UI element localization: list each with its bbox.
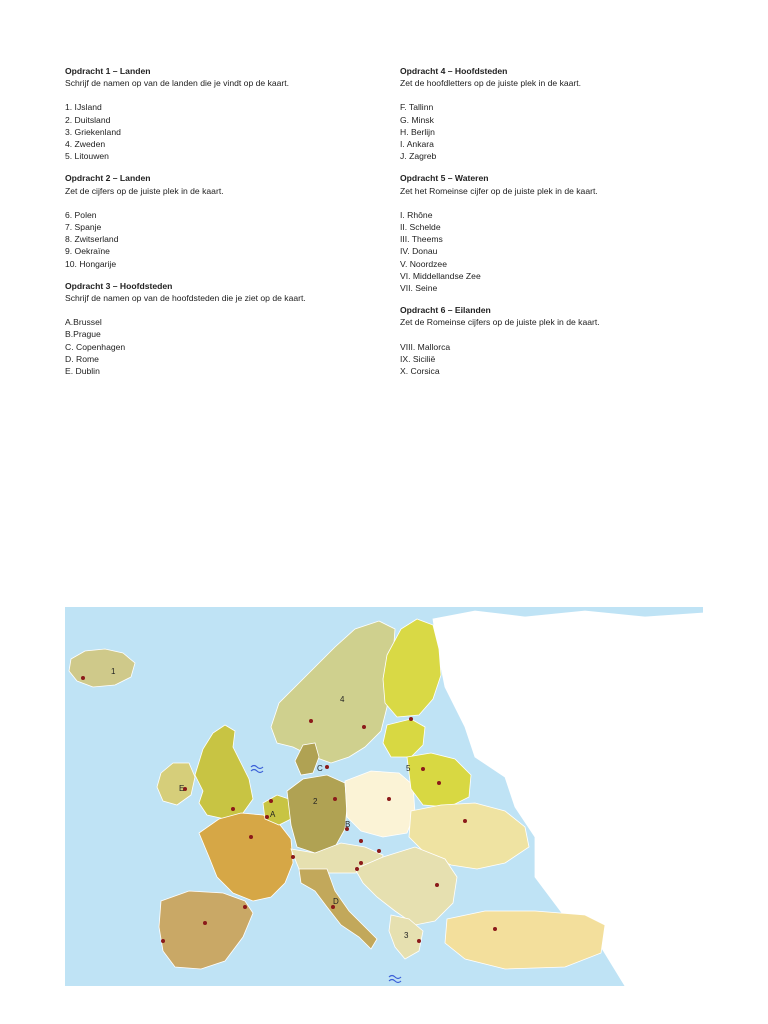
list-item: 9. Oekraïne [65,246,110,257]
list-item: 7. Spanje [65,222,102,233]
list-item: 1. IJsland [65,102,102,113]
assignment-5 [400,172,700,294]
capital-dot [355,867,359,871]
assignment-2-instruction: Zet de cijfers op de juiste plek in de kaart. [65,185,224,196]
assignment-6-title: Opdracht 6 – Eilanden [400,305,491,316]
assignment-4-list [400,101,700,162]
map-label-c: C [317,764,323,773]
list-item: II. Schelde [400,222,441,233]
capital-dot [493,927,497,931]
assignment-5-title: Opdracht 5 – Wateren [400,173,489,184]
capital-dot [203,921,207,925]
capital-dot [249,835,253,839]
assignment-4-title: Opdracht 4 – Hoofdsteden [400,66,508,76]
list-item: 3. Griekenland [65,126,121,137]
list-item: 5. Litouwen [65,151,109,162]
list-item: III. Theems [400,234,443,245]
list-item: IX. Sicilië [400,353,436,364]
assignment-2-list [65,209,365,270]
assignment-5-list [400,209,700,294]
list-item: G. Minsk [400,114,434,125]
map-label-2: 2 [313,797,318,806]
list-item: I. Rhône [400,209,433,220]
assignment-4-instruction: Zet de hoofdletters op de juiste plek in de kaart. [400,78,582,89]
map-label-1: 1 [111,667,116,676]
list-item: 10. Hongarije [65,258,117,269]
capital-dot [409,717,413,721]
germany [287,775,347,853]
capital-dot [231,807,235,811]
assignment-2 [65,172,365,269]
assignment-3-title: Opdracht 3 – Hoofdsteden [65,280,173,291]
map-label-a: A [270,810,276,819]
assignment-6-instruction: Zet de Romeinse cijfers op de juiste plek in de kaart. [400,317,600,328]
list-item: B.Prague [65,329,101,340]
list-item: 6. Polen [65,209,97,220]
capital-dot [243,905,247,909]
map-label-4: 4 [340,695,345,704]
assignment-3-list [65,316,365,377]
capital-dot [435,883,439,887]
capital-dot [291,855,295,859]
capital-dot [359,861,363,865]
assignment-6 [400,304,700,377]
capital-dot [417,939,421,943]
capital-dot [333,797,337,801]
capital-dot [437,781,441,785]
list-item: VII. Seine [400,283,438,294]
assignment-4 [400,65,700,162]
list-item: A.Brussel [65,317,102,328]
turkey [445,911,605,969]
capital-dot [387,797,391,801]
map-label-e: E [179,784,185,793]
list-item: 8. Zwitserland [65,234,119,245]
list-item: 2. Duitsland [65,114,111,125]
capital-dot [359,839,363,843]
list-item: VI. Middellandse Zee [400,270,481,281]
assignment-5-instruction: Zet het Romeinse cijfer op de juiste plek in de kaart. [400,185,598,196]
assignment-3-instruction: Schrijf de namen op van de hoofdsteden die je ziet op de kaart. [65,293,306,304]
list-item: J. Zagreb [400,151,437,162]
assignment-2-title: Opdracht 2 – Landen [65,173,151,184]
map-label-d: D [333,897,339,906]
capital-dot [269,799,273,803]
list-item: VIII. Mallorca [400,341,451,352]
list-item: C. Copenhagen [65,341,126,352]
capital-dot [309,719,313,723]
list-item: F. Tallinn [400,102,434,113]
capital-dot [265,815,269,819]
map-label-3: 3 [404,931,409,940]
capital-dot [377,849,381,853]
capital-dot [463,819,467,823]
assignment-1 [65,65,365,162]
list-item: X. Corsica [400,366,440,377]
assignment-1-title: Opdracht 1 – Landen [65,66,151,76]
capital-dot [81,676,85,680]
europe-map-svg [65,607,703,986]
map-label-5: 5 [406,764,411,773]
list-item: 4. Zweden [65,139,106,150]
assignment-1-list [65,101,365,162]
assignment-1-instruction: Schrijf de namen op van de landen die je vindt op de kaart. [65,78,290,89]
capital-dot [325,765,329,769]
capital-dot [362,725,366,729]
list-item: D. Rome [65,353,99,364]
list-item: I. Ankara [400,139,434,150]
map-label-b: B [345,820,351,829]
right-column [400,65,700,387]
list-item: V. Noordzee [400,258,447,269]
assignment-3 [65,280,365,377]
capital-dot [161,939,165,943]
europe-map [65,607,703,986]
capital-dot [421,767,425,771]
list-item: H. Berlijn [400,126,435,137]
list-item: IV. Donau [400,246,438,257]
left-column [65,65,365,387]
assignment-6-list [400,341,700,378]
list-item: E. Dublin [65,366,100,377]
